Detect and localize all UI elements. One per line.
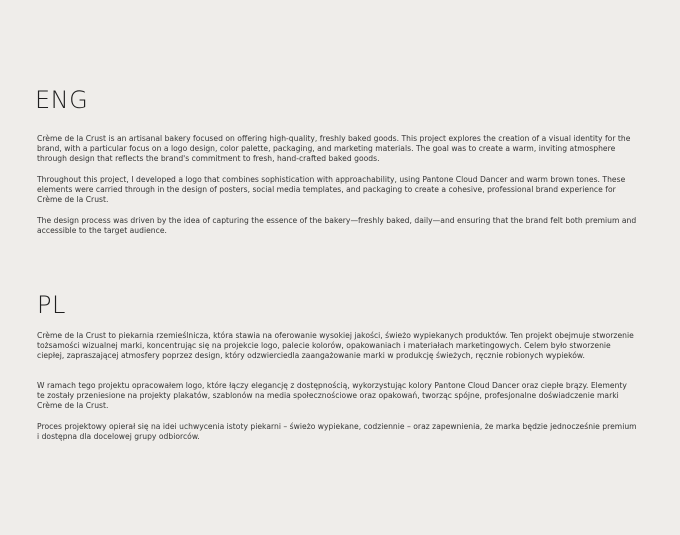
pl-paragraph-3: Proces projektowy opierał się na idei uchwycenia istoty piekarni – świeżo wypiekane, codziennie – oraz zapewnienia, że marka będzie jednocześnie premium i dostępna dla docelowej grupy odbiorców.: [37, 422, 637, 442]
eng-paragraph-1: Crème de la Crust is an artisanal bakery focused on offering high-quality, freshly baked goods. This project explores the creation of a visual identity for the brand, with a particular focus on a logo design, color palette, packaging, and marketing materials. The goal was to create a warm, inviting atmosphere through design that reflects the brand's commitment to fresh, hand-crafted baked goods.: [37, 134, 631, 164]
eng-heading: ENG: [35, 86, 89, 114]
eng-paragraph-2: Throughout this project, I developed a logo that combines sophistication with approachability, using Pantone Cloud Dancer and warm brown tones. These elements were carried through in the design of posters, social media templates, and packaging to create a cohesive, professional brand experience for Crème de la Crust.: [37, 175, 626, 205]
pl-heading: PL: [37, 291, 66, 319]
pl-paragraph-2: W ramach tego projektu opracowałem logo, które łączy elegancję z dostępnością, wykorzystując kolory Pantone Cloud Dancer oraz ciepłe brązy. Elementy te zostały przeniesione na projekty plakatów, szablonów na media społecznościowe oraz opakowań, tworząc spójne, profesjonalne doświadczenie marki Crème de la Crust.: [37, 381, 627, 411]
pl-paragraph-1: Crème de la Crust to piekarnia rzemieślnicza, która stawia na oferowanie wysokiej jakości, świeżo wypiekanych produktów. Ten projekt obejmuje stworzenie tożsamości wizualnej marki, koncentrując się na projekcie logo, palecie kolorów, opakowaniach i materiałach marketingowych. Celem było stworzenie ciepłej, zapraszającej atmosfery poprzez design, który odzwierciedla zaangażowanie marki w produkcję świeżych, ręcznie robionych wypieków.: [37, 331, 634, 361]
eng-paragraph-3: The design process was driven by the idea of capturing the essence of the bakery—freshly baked, daily—and ensuring that the brand felt both premium and accessible to the target audience.: [37, 216, 637, 236]
